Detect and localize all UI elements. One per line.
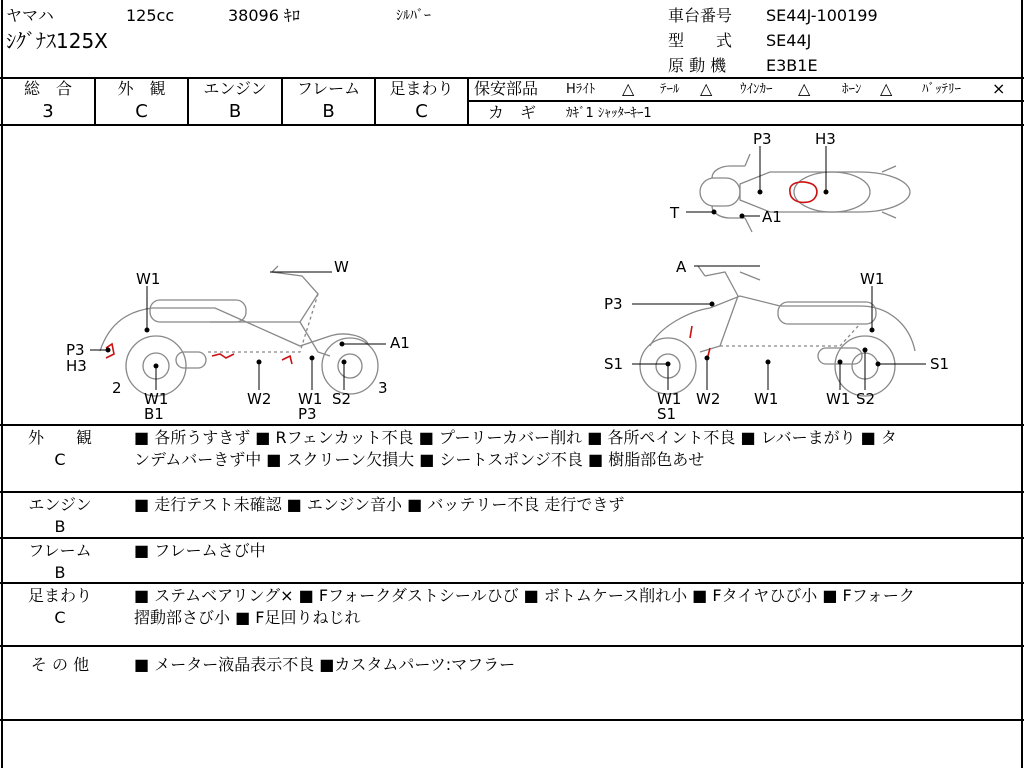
label-s2-left: S2 [332, 390, 352, 408]
label-num2-left: 2 [112, 379, 122, 397]
key-label: カ ギ [488, 103, 537, 122]
safety-mark-tail: △ [700, 79, 713, 98]
note-frame-label: フレーム B [28, 541, 92, 582]
note-exterior-label: 外 観 C [27, 428, 92, 469]
label-s2-right: S2 [856, 390, 876, 408]
safety-label: 保安部品 [474, 79, 539, 98]
safety-item-battery: ﾊﾞｯﾃﾘｰ [922, 82, 961, 97]
label-a1-top: A1 [762, 208, 782, 226]
frame-no-label: 車台番号 [668, 6, 733, 25]
safety-item-winker: ｳｲﾝｶｰ [740, 82, 773, 97]
mileage: 38096 ｷﾛ [228, 6, 300, 25]
label-p3-right: P3 [604, 295, 623, 313]
grade-label-frame: フレーム [296, 79, 361, 98]
grade-label-engine: エンジン [203, 79, 267, 98]
note-engine-label: エンジン B [28, 495, 92, 536]
type-value: SE44J [766, 31, 812, 50]
label-h3-left: H3 [66, 357, 87, 375]
label-w-left: W [334, 258, 349, 276]
note-suspension-label: 足まわり C [27, 586, 92, 627]
label-w1-left-top: W1 [136, 270, 161, 288]
grade-value-engine: B [228, 101, 242, 122]
model-name: ｼｸﾞﾅｽ125X [6, 29, 108, 53]
type-label: 型 式 [668, 31, 733, 50]
label-s1-right-b: S1 [657, 405, 677, 423]
color: ｼﾙﾊﾞｰ [396, 8, 431, 24]
grade-label-overall: 総 合 [23, 79, 72, 98]
label-a1-left: A1 [390, 334, 410, 352]
label-b1-left: B1 [144, 405, 164, 423]
grade-label-exterior: 外 観 [117, 79, 166, 98]
label-w1-right-a: W1 [657, 390, 682, 408]
grade-value-frame: B [322, 101, 335, 122]
divider [0, 491, 1024, 493]
label-w1-left-c: W1 [298, 390, 323, 408]
grade-label-suspension: 足まわり [389, 79, 454, 98]
label-w1-right-top: W1 [860, 270, 885, 288]
label-h3-top: H3 [815, 130, 836, 148]
top-view-scooter [700, 154, 910, 232]
key-text: ｶｷﾞ1 ｼｬｯﾀｰｷｰ1 [566, 106, 652, 121]
divider [0, 582, 1024, 584]
divider [0, 424, 1024, 426]
maker: ヤマハ [6, 6, 54, 25]
safety-mark-winker: △ [798, 79, 811, 98]
damage-diagram [0, 126, 1022, 423]
note-frame-text: ■ フレームさび中 [134, 541, 266, 560]
label-w1-left-b: W1 [144, 390, 169, 408]
label-a-right: A [676, 258, 687, 276]
label-s1-right-right: S1 [930, 355, 950, 373]
note-other-text: ■ メーター液晶表示不良 ■カスタムパーツ:マフラー [134, 655, 516, 674]
safety-mark-headlight: △ [622, 79, 635, 98]
label-w2-right: W2 [696, 390, 721, 408]
divider [468, 100, 1024, 102]
divider [0, 719, 1024, 721]
label-w2-left: W2 [247, 390, 272, 408]
label-t-top: T [670, 204, 680, 222]
grade-value-overall: 3 [42, 101, 54, 122]
safety-mark-battery: × [992, 79, 1006, 98]
divider [0, 645, 1024, 647]
note-engine-text: ■ 走行テスト未確認 ■ エンジン音小 ■ バッテリー不良 走行できず [134, 495, 625, 514]
safety-item-headlight: Hﾗｲﾄ [566, 82, 596, 97]
label-s1-right-left: S1 [604, 355, 624, 373]
note-other-label: そ の 他 [30, 655, 90, 674]
displacement: 125cc [126, 6, 175, 25]
safety-mark-horn: △ [880, 79, 893, 98]
label-p3-left: P3 [66, 341, 85, 359]
frame-no: SE44J-100199 [766, 6, 878, 25]
safety-item-horn: ﾎｰﾝ [842, 82, 862, 97]
safety-item-tail: ﾃｰﾙ [660, 82, 680, 97]
grade-value-suspension: C [415, 101, 428, 122]
label-num3-left: 3 [378, 379, 388, 397]
damage-marks [106, 182, 817, 364]
label-w1-right-d: W1 [826, 390, 851, 408]
note-exterior-text: ■ 各所うすきず ■ Rフェンカット不良 ■ プーリーカバー削れ ■ 各所ペイント不良 ■ レバーまがり ■ タ ンデムバーきず中 ■ スクリーン欠損大 ■ シートスポンジ不良 ■ 樹脂部色あせ [134, 428, 897, 469]
grade-value-exterior: C [135, 101, 148, 122]
engine-value: E3B1E [766, 56, 818, 75]
label-p3-top: P3 [753, 130, 772, 148]
label-p3-left-c: P3 [298, 405, 317, 423]
divider [0, 537, 1024, 539]
engine-label: 原 動 機 [668, 56, 727, 75]
label-w1-right-c: W1 [754, 390, 779, 408]
divider [467, 77, 469, 125]
note-suspension-text: ■ ステムベアリング× ■ Fフォークダストシールひび ■ ボトムケース削れ小 ■ Fタイヤひび小 ■ Fフォーク 摺動部さび小 ■ F足回りねじれ [134, 586, 915, 627]
